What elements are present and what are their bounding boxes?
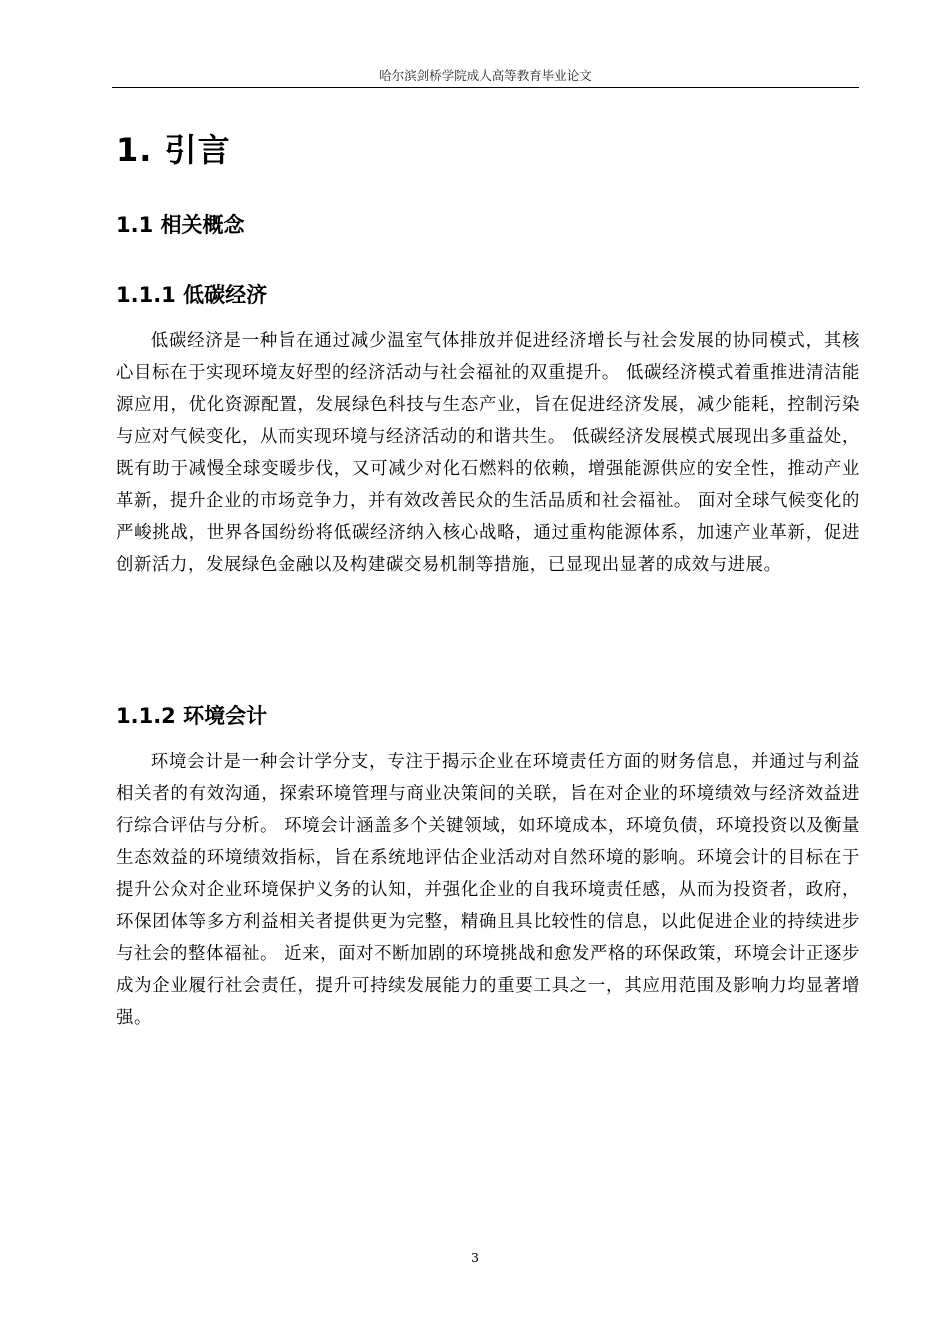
running-header: 哈尔滨剑桥学院成人高等教育毕业论文 bbox=[379, 68, 592, 83]
subsection-title-low-carbon: 1.1.1 低碳经济 bbox=[116, 283, 268, 307]
subsection-title-environmental-accounting: 1.1.2 环境会计 bbox=[116, 704, 268, 728]
paragraph-low-carbon-economy: 低碳经济是一种旨在通过减少温室气体排放并促进经济增长与社会发展的协同模式，其核心目标在于实现环境友好型的经济活动与社会福祉的双重提升。 低碳经济模式着重推进清洁能源应用，优化资源配置，发展绿色科技与生态产业，旨在促进经济发展，减少能耗，控制污染与应对气候变化，从而实现环境与经济活动的和谐共生。 低碳经济发展模式展现出多重益处，既有助于减慢全球变暖步伐，又可减少对化石燃料的依赖，增强能源供应的安全性，推动产业革新，提升企业的市场竞争力，并有效改善民众的生活品质和社会福祉。 面对全球气候变化的严峻挑战，世界各国纷纷将低碳经济纳入核心战略，通过重构能源体系，加速产业革新，促进创新活力，发展绿色金融以及构建碳交易机制等措施，已显现出显著的成效与进展。 bbox=[116, 331, 860, 575]
chapter-title: 1. 引言 bbox=[116, 131, 231, 169]
header-divider bbox=[112, 87, 859, 88]
page-number: 3 bbox=[471, 1250, 479, 1265]
section-title: 1.1 相关概念 bbox=[116, 213, 245, 237]
paragraph-environmental-accounting: 环境会计是一种会计学分支，专注于揭示企业在环境责任方面的财务信息，并通过与利益相关者的有效沟通，探索环境管理与商业决策间的关联，旨在对企业的环境绩效与经济效益进行综合评估与分析。 环境会计涵盖多个关键领域，如环境成本，环境负债，环境投资以及衡量生态效益的环境绩效指标，旨在系统地评估企业活动对自然环境的影响。环境会计的目标在于提升公众对企业环境保护义务的认知，并强化企业的自我环境责任感，从而为投资者，政府，环保团体等多方利益相关者提供更为完整，精确且具比较性的信息，以此促进企业的持续进步与社会的整体福祉。 近来，面对不断加剧的环境挑战和愈发严格的环保政策，环境会计正逐步成为企业履行社会责任，提升可持续发展能力的重要工具之一，其应用范围及影响力均显著增强。 bbox=[116, 752, 860, 1028]
